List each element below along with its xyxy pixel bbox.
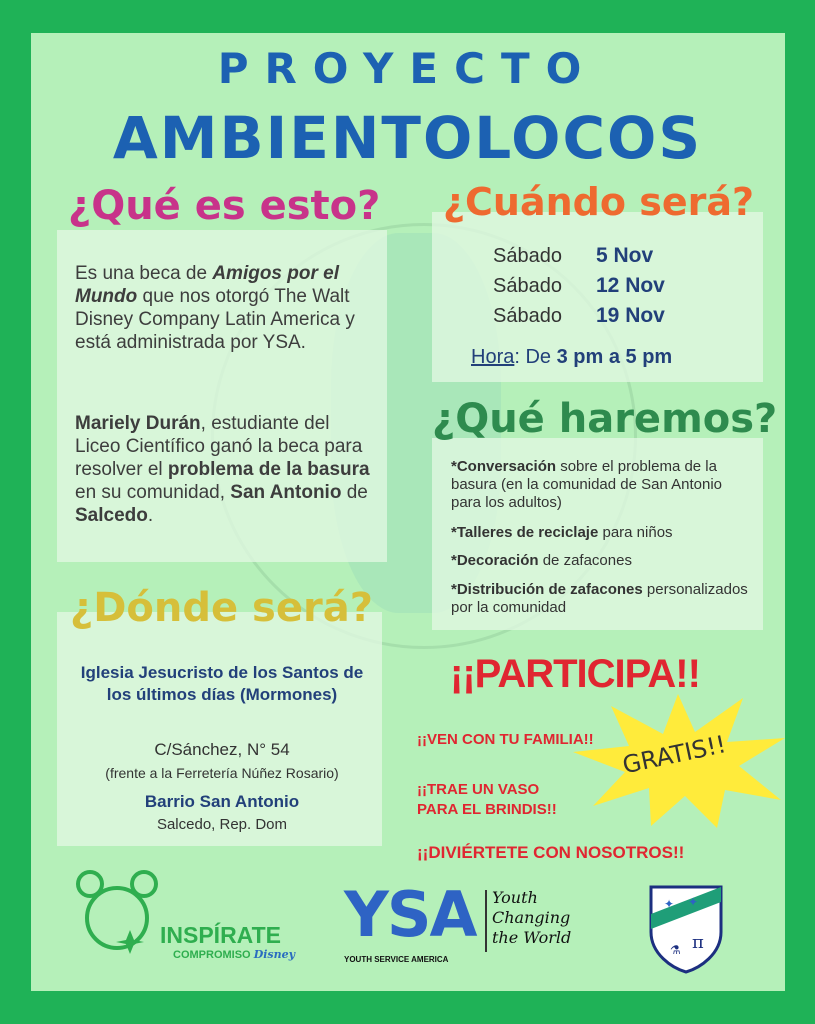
participa-line-3: ¡¡DIVIÉRTETE CON NOSOTROS!! xyxy=(417,843,685,862)
svg-text:π: π xyxy=(692,932,704,953)
svg-text:⚗: ⚗ xyxy=(670,943,681,957)
participa-line-1: ¡¡VEN CON TU FAMILIA!! xyxy=(417,731,594,748)
ysa-tagline: Youth Changing the World xyxy=(492,888,572,947)
participa-heading: ¡¡PARTICIPA!! xyxy=(450,652,700,696)
cuando-heading: ¿Cuándo será? xyxy=(443,180,755,224)
date-day-1: Sábado xyxy=(493,245,562,267)
donde-barrio: Barrio San Antonio xyxy=(144,792,300,811)
participa-line-2b: PARA EL BRINDIS!! xyxy=(417,801,557,818)
donde-heading: ¿Dónde será? xyxy=(70,585,373,631)
ysa-logo: YSA xyxy=(344,878,476,951)
que-es-heading: ¿Qué es esto? xyxy=(68,183,381,229)
date-value-1: 5 Nov xyxy=(596,244,654,267)
donde-address: C/Sánchez, N° 54 xyxy=(154,740,290,759)
gratis-badge: GRATIS!! xyxy=(620,730,729,780)
activity-3: *Decoración de zafacones xyxy=(451,552,632,569)
donde-city: Salcedo, Rep. Dom xyxy=(156,816,288,833)
compromiso-text: COMPROMISO Disney xyxy=(173,948,295,961)
school-shield-icon xyxy=(648,884,724,974)
inspirate-logo-text: INSPÍRATE xyxy=(160,922,281,948)
participa-line-2a: ¡¡TRAE UN VASO xyxy=(417,781,540,798)
activity-4: *Distribución de zafacones personalizados por la comunidad xyxy=(451,581,748,616)
title-proyecto: PROYECTO xyxy=(217,44,598,93)
svg-text:✦: ✦ xyxy=(664,897,675,911)
donde-place: Iglesia Jesucristo de los Santos de los últimos días (Mormones) xyxy=(80,663,364,704)
ysa-divider xyxy=(485,890,487,952)
date-value-2: 12 Nov xyxy=(596,274,665,297)
haremos-heading: ¿Qué haremos? xyxy=(432,396,778,442)
ysa-subtitle: YOUTH SERVICE AMERICA xyxy=(344,955,449,964)
que-es-paragraph-2: Mariely Durán, estudiante del Liceo Científico ganó la beca para resolver el problema de la basura en su comunidad, San Antonio de Salcedo. xyxy=(75,413,370,526)
date-day-2: Sábado xyxy=(493,275,562,297)
date-day-3: Sábado xyxy=(493,305,562,327)
svg-text:✦: ✦ xyxy=(688,895,699,909)
mickey-logo-icon xyxy=(72,868,162,958)
que-es-paragraph-1: Es una beca de Amigos por el Mundo que nos otorgó The Walt Disney Company Latin America y está administrada por YSA. xyxy=(75,263,355,353)
title-ambientolocos: AMBIENTOLOCOS xyxy=(112,104,703,172)
activity-2: *Talleres de reciclaje para niños xyxy=(451,524,673,541)
date-value-3: 19 Nov xyxy=(596,304,665,327)
hora-line: Hora: De 3 pm a 5 pm xyxy=(471,346,673,368)
activity-1: *Conversación sobre el problema de la basura (en la comunidad de San Antonio para los adultos) xyxy=(451,458,723,511)
donde-reference: (frente a la Ferretería Núñez Rosario) xyxy=(105,765,339,781)
